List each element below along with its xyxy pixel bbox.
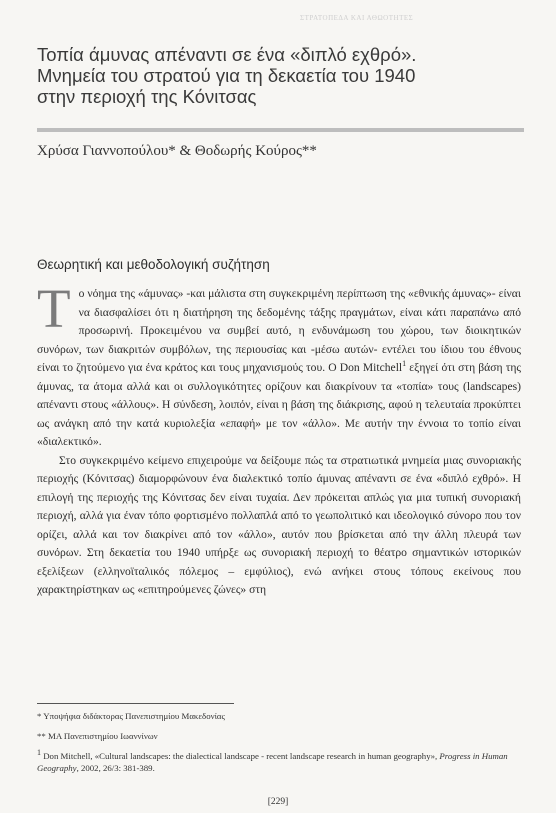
page-number: [229] (267, 797, 289, 807)
footnote-1-text-b: , 2002, 26/3: 381-389. (76, 763, 155, 773)
footnote-1 (37, 750, 521, 774)
footnote-author-1: * Υποψήφια διδάκτορας Πανεπιστημίου Μακεδονίας (37, 711, 226, 721)
paragraph-1-text-a: ο νόημα της «άμυνας» -και μάλιστα στη συγκεκριμένη περίπτωση της «εθνικής άμυνας»- είναι να διασφαλίσει ότι η διατήρηση της δεδομένης τάξης πραγμάτων, είναι κάτι παραπάνω από προσωρινή. Προκειμένου να συμβεί αυτό, η ενδυνάμωση του χώρου, των διοικητικών συνόρων, των διακριτών συμβόλων, της περιουσίας και -μέσω αυτών- εντέλει του ίδιου του έθνους είναι το ζητούμενο για ένα κράτος και τους μηχανισμούς του. Ο Don Mitchell (37, 287, 521, 374)
drop-cap: Τ (37, 278, 71, 339)
paragraph-2: Στο συγκεκριμένο κείμενο επιχειρούμε να δείξουμε πώς τα στρατιωτικά μνημεία μιας συνοριακής περιοχής (Κόνιτσας) διαμορφώνουν ένα διαλεκτικό τοπίο άμυνας απέναντι σε ένα «διπλό εχθρό». Η επιλογή της περιοχής της Κόνιτσας δεν είναι τυχαία. Δεν πρόκειται απλώς για μια τυπική συνοριακή περιοχή, αλλά για έναν τόπο φορτισμένο πολλαπλά από το γεωπολιτικό και ιδεολογικό σύνορο που τον ορίζει, αλλά και τον διακρίνει από τον «άλλο», αυτόν που βρίσκεται από την άλλη πλευρά των συνόρων. Στη δεκαετία του 1940 υπήρξε ως συνοριακή περιοχή το θέατρο σημαντικών ιστορικών εξελίξεων (ελληνοϊταλικός πόλεμος – εμφύλιος), ενώ ανήκει στους τόπους εκείνους που χαρακτηρίστηκαν ως «επιτηρούμενες ζώνες» στη (37, 453, 521, 596)
footnote-1-text-a: Don Mitchell, «Cultural landscapes: the dialectical landscape - recent landscape research in human geography», (41, 751, 440, 761)
footnote-divider (37, 703, 234, 704)
title-line-3: στην περιοχή της Κόνιτσας (37, 86, 257, 107)
footnote-ref-1[interactable]: 1 (402, 359, 407, 369)
footnotes (37, 710, 521, 782)
running-head: ΣΤΡΑΤΟΠΕΔΑ ΚΑΙ ΑΘΩΟΤΗΤΕΣ (300, 14, 414, 22)
footnote-1-marker: 1 (37, 748, 41, 758)
paragraph-1 (37, 278, 522, 452)
article-title (37, 44, 517, 107)
paragraph-1-text-b: εξηγεί ότι στη βάση της άμυνας, τα άτομα αλλά και οι συλλογικότητες ορίζουν και διακρίνουν τα «τοπία» τους (landscapes) απέναντι στους «άλλους». Η σύνδεση, λοιπόν, είναι η βάση της διάκρισης, αφού η τελευταία προκύπτει ως ανάγκη από την κατά κυριολεξία «επαφή» με τον «άλλο». Με αυτήν την έννοια το τοπίο είναι «διαλεκτικό». (37, 361, 522, 448)
title-divider (37, 128, 524, 132)
footnote-author-2: ** ΜΑ Πανεπιστημίου Ιωαννίνων (37, 731, 158, 741)
section-heading: Θεωρητική και μεθοδολογική συζήτηση (37, 257, 270, 272)
authors-line: Χρύσα Γιαννοπούλου* & Θοδωρής Κούρος** (37, 143, 317, 159)
title-line-2: Μνημεία του στρατού για τη δεκαετία του 1940 (37, 65, 416, 86)
body-text (37, 278, 522, 611)
title-line-1: Τοπία άμυνας απέναντι σε ένα «διπλό εχθρό». (37, 44, 417, 65)
footnote-1-journal: Progress in Human Geography (37, 751, 508, 773)
